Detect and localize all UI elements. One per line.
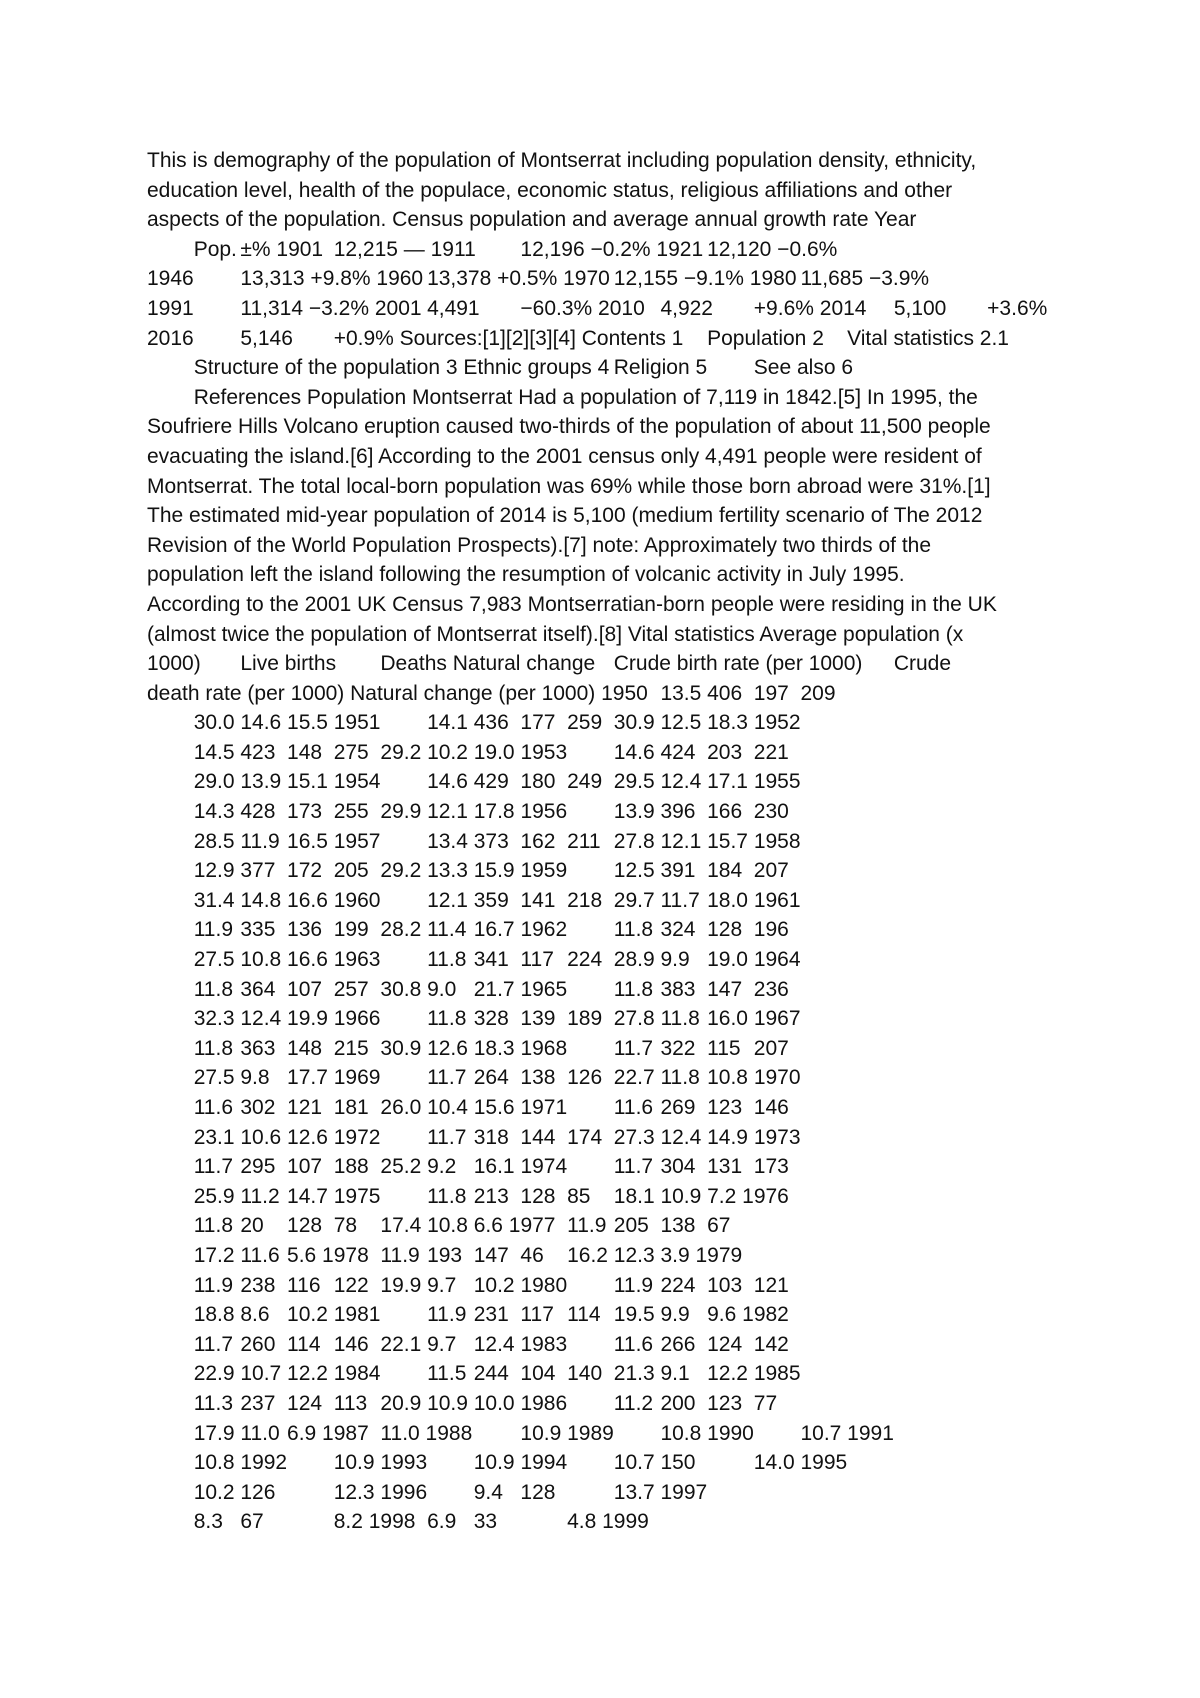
text-line: 11.8 364 107 257 30.8 9.0 21.7 1965 11.8 383 147 236 <box>147 977 789 1001</box>
text-line: aspects of the population. Census population and average annual growth rate Year <box>147 208 917 232</box>
text-line: (almost twice the population of Montserrat itself).[8] Vital statistics Average population (x <box>147 622 964 646</box>
text-line: 27.5 10.8 16.6 1963 11.8 341 117 224 28.9 9.9 19.0 1964 <box>147 948 801 972</box>
text-line: 1000) Live births Deaths Natural change Crude birth rate (per 1000) Crude <box>147 652 952 676</box>
text-line: Pop. ±% 1901 12,215 — 1911 12,196 −0.2% 1921 12,120 −0.6% <box>147 237 838 261</box>
text-line: 8.3 67 8.2 1998 6.9 33 4.8 1999 <box>147 1510 649 1534</box>
text-line: 14.5 423 148 275 29.2 10.2 19.0 1953 14.6 424 203 221 <box>147 740 789 764</box>
text-line: 11.6 302 121 181 26.0 10.4 15.6 1971 11.6 269 123 146 <box>147 1096 789 1119</box>
text-line: 22.9 10.7 12.2 1984 11.5 244 104 140 21.3 9.1 12.2 1985 <box>147 1362 801 1386</box>
text-line: Soufriere Hills Volcano eruption caused two-thirds of the population of about 11,500 people <box>147 415 991 439</box>
text-line: According to the 2001 UK Census 7,983 Montserratian-born people were residing in the UK <box>147 592 997 616</box>
text-line: 1991 11,314 −3.2% 2001 4,491 −60.3% 2010 4,922 +9.6% 2014 5,100 +3.6% <box>147 296 1048 320</box>
text-line: 11.7 295 107 188 25.2 9.2 16.1 1974 11.7 304 131 173 <box>147 1155 789 1179</box>
text-line: 11.8 363 148 215 30.9 12.6 18.3 1968 11.7 322 115 207 <box>147 1036 789 1060</box>
text-line: evacuating the island.[6] According to the 2001 census only 4,491 people were resident of <box>147 444 982 468</box>
text-line: 11.9 335 136 199 28.2 11.4 16.7 1962 11.8 324 128 196 <box>147 918 789 942</box>
text-line: 1946 13,313 +9.8% 1960 13,378 +0.5% 1970 12,155 −9.1% 1980 11,685 −3.9% <box>147 267 930 291</box>
text-line: population left the island following the resumption of volcanic activity in July 1995. <box>147 563 905 587</box>
document-body <box>147 146 1067 1537</box>
text-line: 11.3 237 124 113 20.9 10.9 10.0 1986 11.2 200 123 77 <box>147 1391 778 1415</box>
text-line: 32.3 12.4 19.9 1966 11.8 328 139 189 27.8 11.8 16.0 1967 <box>147 1007 801 1031</box>
text-line: 10.2 126 12.3 1996 9.4 128 13.7 1997 <box>147 1480 708 1504</box>
text-line: 10.8 1992 10.9 1993 10.9 1994 10.7 150 14.0 1995 <box>147 1451 848 1475</box>
text-line: This is demography of the population of Montserrat including population density, ethnicity, <box>147 149 977 172</box>
text-line: 17.9 11.0 6.9 1987 11.0 1988 10.9 1989 10.8 1990 10.7 1991 <box>147 1421 894 1445</box>
text-line: 23.1 10.6 12.6 1972 11.7 318 144 174 27.3 12.4 14.9 1973 <box>147 1125 801 1149</box>
text-line: 30.0 14.6 15.5 1951 14.1 436 177 259 30.9 12.5 18.3 1952 <box>147 711 801 735</box>
text-line: 27.5 9.8 17.7 1969 11.7 264 138 126 22.7 11.8 10.8 1970 <box>147 1066 801 1090</box>
text-line: 11.9 238 116 122 19.9 9.7 10.2 1980 11.9 224 103 121 <box>147 1273 789 1297</box>
text-line: 25.9 11.2 14.7 1975 11.8 213 128 85 18.1 10.9 7.2 1976 <box>147 1184 789 1208</box>
text-line: References Population Montserrat Had a population of 7,119 in 1842.[5] In 1995, the <box>147 385 978 409</box>
text-line: 18.8 8.6 10.2 1981 11.9 231 117 114 19.5 9.9 9.6 1982 <box>147 1303 789 1327</box>
text-line: 11.7 260 114 146 22.1 9.7 12.4 1983 11.6 266 124 142 <box>147 1332 789 1356</box>
text-line: 31.4 14.8 16.6 1960 12.1 359 141 218 29.7 11.7 18.0 1961 <box>147 888 801 912</box>
text-line: The estimated mid-year population of 2014 is 5,100 (medium fertility scenario of The 2012 <box>147 504 983 528</box>
text-line: 29.0 13.9 15.1 1954 14.6 429 180 249 29.5 12.4 17.1 1955 <box>147 770 801 794</box>
text-line: 28.5 11.9 16.5 1957 13.4 373 162 211 27.8 12.1 15.7 1958 <box>147 829 801 853</box>
text-line: 12.9 377 172 205 29.2 13.3 15.9 1959 12.5 391 184 207 <box>147 859 789 883</box>
text-line: 17.2 11.6 5.6 1978 11.9 193 147 46 16.2 12.3 3.9 1979 <box>147 1243 743 1267</box>
text-line: education level, health of the populace, economic status, religious affiliations and other <box>147 178 953 202</box>
text-line: 11.8 20 128 78 17.4 10.8 6.6 1977 11.9 205 138 67 <box>147 1214 731 1238</box>
text-line: 2016 5,146 +0.9% Sources:[1][2][3][4] Contents 1 Population 2 Vital statistics 2.1 <box>147 326 1009 350</box>
text-line: Revision of the World Population Prospects).[7] note: Approximately two thirds of the <box>147 533 932 557</box>
text-line: Structure of the population 3 Ethnic groups 4 Religion 5 See also 6 <box>147 356 854 380</box>
text-line: death rate (per 1000) Natural change (per 1000) 1950 13.5 406 197 209 <box>147 681 836 705</box>
text-line: Montserrat. The total local-born population was 69% while those born abroad were 31%.[1] <box>147 474 991 498</box>
text-line: 14.3 428 173 255 29.9 12.1 17.8 1956 13.9 396 166 230 <box>147 800 789 824</box>
